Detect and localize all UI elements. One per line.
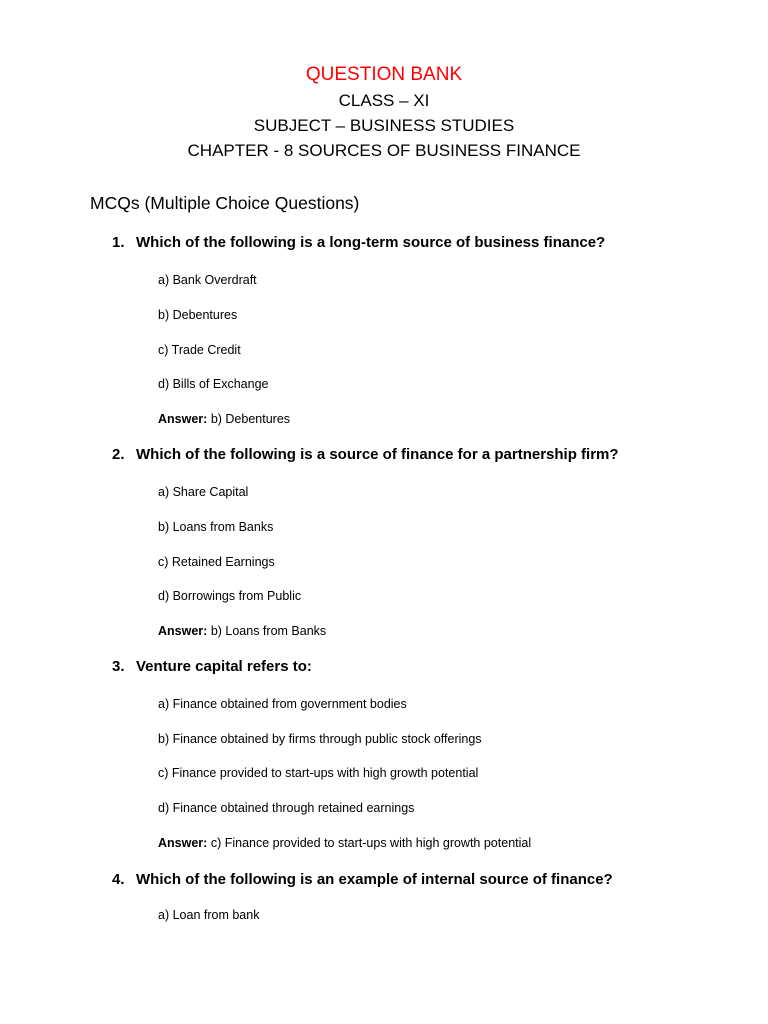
answer <box>158 836 531 850</box>
question-text: Venture capital refers to: <box>136 658 312 675</box>
option: a) Share Capital <box>158 485 249 499</box>
option: d) Finance obtained through retained earnings <box>158 801 415 815</box>
question-text: Which of the following is an example of internal source of finance? <box>136 871 613 888</box>
option: d) Borrowings from Public <box>158 589 302 603</box>
class-heading: CLASS – XI <box>338 91 430 110</box>
option: c) Trade Credit <box>158 343 241 357</box>
question-number: 4. <box>112 871 125 888</box>
answer-label: Answer: <box>158 836 208 850</box>
question-2 <box>112 446 619 463</box>
answer-text: b) Debentures <box>210 412 291 426</box>
document-title: QUESTION BANK <box>305 64 463 85</box>
question-number: 3. <box>112 658 125 675</box>
question-text: Which of the following is a source of finance for a partnership firm? <box>136 446 619 463</box>
option: b) Finance obtained by firms through public stock offerings <box>158 732 482 746</box>
answer-label: Answer: <box>158 624 208 638</box>
option: c) Retained Earnings <box>158 555 275 569</box>
document-header <box>0 62 768 163</box>
question-number: 1. <box>112 234 125 251</box>
option: b) Debentures <box>158 308 238 322</box>
answer-text: b) Loans from Banks <box>210 624 327 638</box>
question-4 <box>112 871 613 888</box>
option: d) Bills of Exchange <box>158 377 269 391</box>
question-number: 2. <box>112 446 125 463</box>
option: c) Finance provided to start-ups with high growth potential <box>158 766 479 780</box>
section-title: MCQs (Multiple Choice Questions) <box>90 193 360 213</box>
answer <box>158 624 326 638</box>
question-1 <box>112 234 605 251</box>
option: a) Bank Overdraft <box>158 273 257 287</box>
answer-label: Answer: <box>158 412 208 426</box>
chapter-heading: CHAPTER - 8 SOURCES OF BUSINESS FINANCE <box>187 141 581 160</box>
option: a) Loan from bank <box>158 908 260 922</box>
option: b) Loans from Banks <box>158 520 274 534</box>
question-3 <box>112 658 312 675</box>
answer <box>158 412 290 426</box>
option: a) Finance obtained from government bodies <box>158 697 407 711</box>
subject-heading: SUBJECT – BUSINESS STUDIES <box>253 116 515 135</box>
question-text: Which of the following is a long-term source of business finance? <box>136 234 606 251</box>
answer-text: c) Finance provided to start-ups with high growth potential <box>210 836 532 850</box>
